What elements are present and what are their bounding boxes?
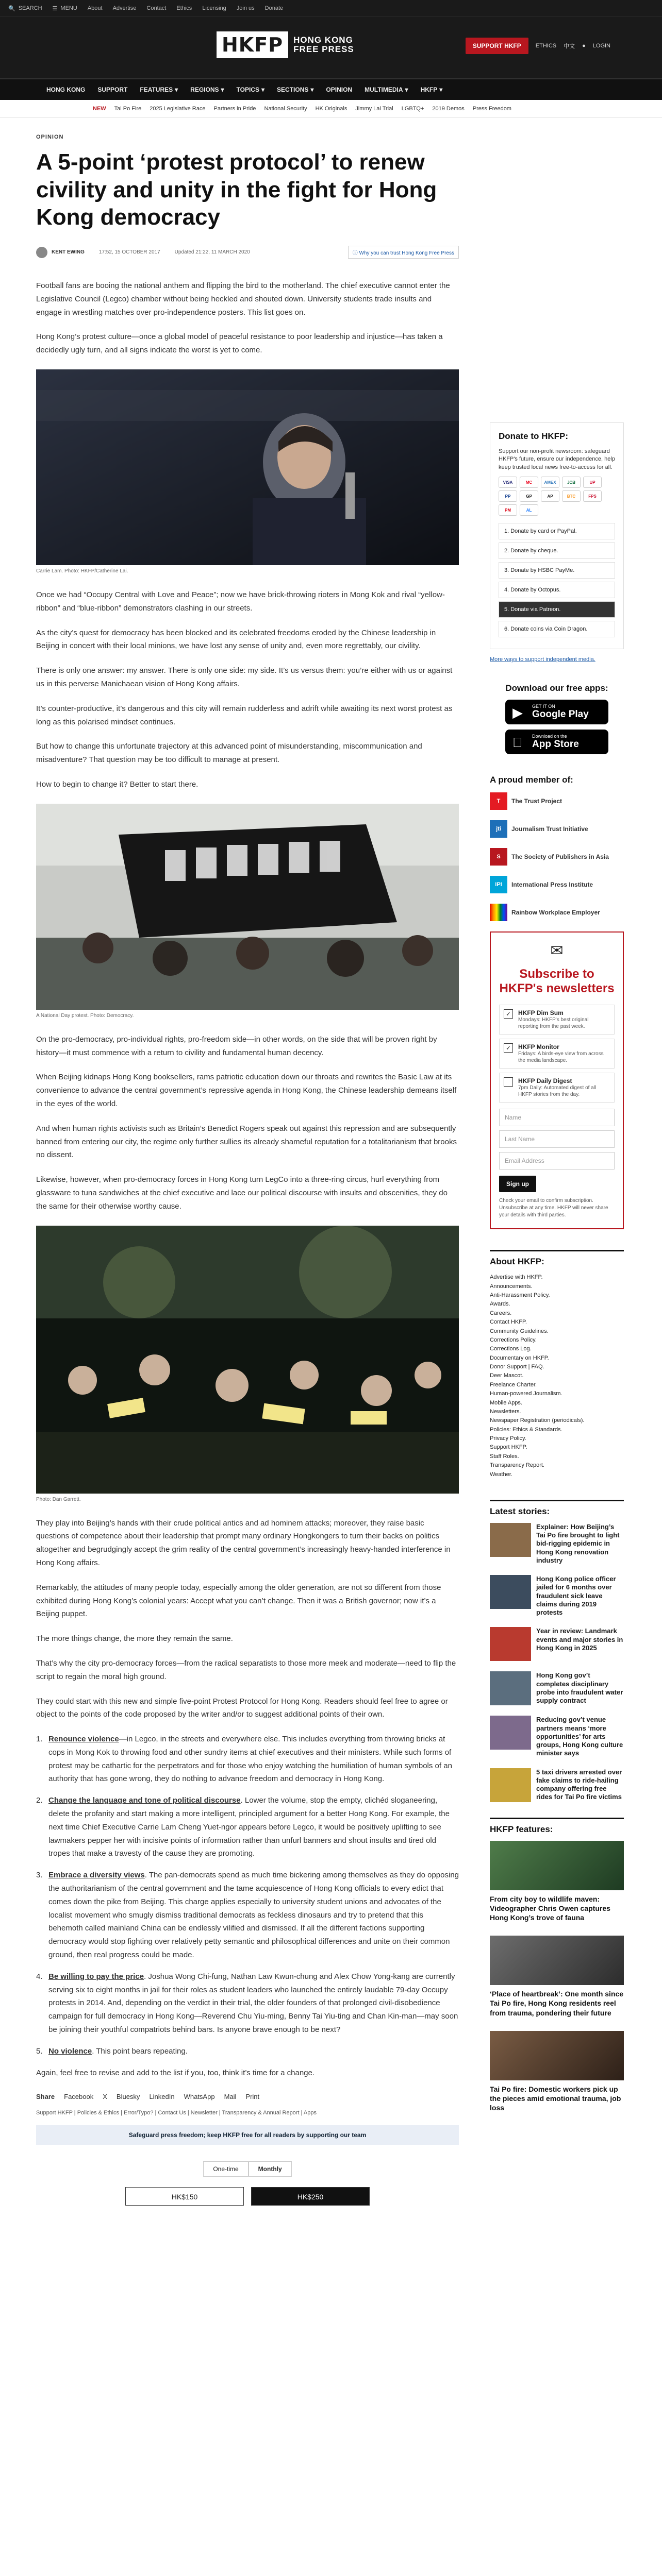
visa-icon: VISA: [499, 477, 517, 488]
protocol-list: [36, 1733, 459, 2058]
about-link[interactable]: Corrections Policy.: [490, 1336, 537, 1343]
checkbox-checked[interactable]: ✓: [504, 1043, 513, 1053]
nav-features[interactable]: FEATURES ▾: [140, 86, 178, 93]
chevron-down-icon: ▾: [405, 86, 408, 93]
info-icon: ⓘ: [352, 250, 359, 257]
checkbox-checked[interactable]: ✓: [504, 1009, 513, 1019]
story-thumbnail: [490, 1523, 531, 1557]
section-label[interactable]: OPINION: [36, 134, 64, 140]
share-label: Share: [36, 2093, 55, 2101]
members-title: A proud member of:: [490, 775, 573, 785]
name-field[interactable]: Name: [499, 1109, 615, 1126]
login-link[interactable]: LOGIN: [592, 43, 610, 49]
paragraph: Once we had “Occupy Central with Love and Peace”; now we have brick-throwing rioters in Mong Kok and rival “yellow-ribbon” and “blue-ribbon” demonstrators clashing in our streets.: [36, 590, 445, 613]
about-link[interactable]: Transparency Report.: [490, 1462, 544, 1469]
member-trust-project[interactable]: T The Trust Project: [490, 792, 624, 810]
topbar-link-contact[interactable]: Contact: [146, 5, 167, 11]
donate-option-coins[interactable]: 6. Donate coins via Coin Dragon.: [499, 621, 615, 637]
support-banner[interactable]: Safeguard press freedom; keep HKFP free for all readers by supporting our team: [36, 2125, 459, 2145]
trending-item[interactable]: 2019 Demos: [432, 105, 465, 112]
story-thumbnail: [490, 1671, 531, 1705]
paragraph: When Beijing kidnaps Hong Kong booksellers, rams patriotic education down our throats and rewrites the Basic Law at its convenience to advance the central government’s repressive agenda in Hong Kong, the Chinese leadership demeans itself in the eyes of the world.: [36, 1073, 457, 1108]
topbar-link-licensing[interactable]: Licensing: [202, 5, 226, 11]
logo-mark: HKFP: [217, 31, 288, 58]
alipay-icon: AL: [520, 504, 538, 516]
features-title: HKFP features:: [490, 1818, 624, 1835]
story-thumbnail: [490, 1768, 531, 1802]
support-hkfp-button[interactable]: SUPPORT HKFP: [466, 38, 528, 54]
topbar-link-advertise[interactable]: Advertise: [112, 5, 137, 11]
about-link[interactable]: Weather.: [490, 1471, 512, 1478]
donate-option-payme[interactable]: 3. Donate by HSBC PayMe.: [499, 562, 615, 579]
latest-story[interactable]: Year in review: Landmark events and major stories in Hong Kong in 2025: [490, 1627, 624, 1661]
site-logo[interactable]: [217, 31, 354, 58]
trending-item[interactable]: HK Originals: [315, 105, 347, 112]
trending-label: NEW: [93, 105, 106, 112]
newsletter-note: Check your email to confirm subscription. Unsubscribe at any time. HKFP will never share your details with third parties.: [499, 1198, 608, 1218]
article: [36, 134, 459, 2206]
feature-image[interactable]: [490, 2031, 624, 2080]
list-item: 1. Renounce violence—in Legco, in the streets and everywhere else. This includes everything from throwing bricks at cops in Mong Kok to throwing food and other sundry items at chief executives and their ministers. While such forms of protest may be cathartic for the perpetrators and for those who enjoy watching the humiliation of human symbols of an authority that has gone wrong, they do nothing to advance freedom and democracy in Hong Kong.: [36, 1735, 452, 1784]
member-jti[interactable]: jti Journalism Trust Initiative: [490, 820, 624, 838]
donate-text: Support our non-profit newsroom: safeguard HKFP's future, ensure our independence, help keep trusted local news free-to-access for all.: [499, 448, 615, 470]
search-toggle[interactable]: 🔍 SEARCH: [8, 5, 42, 12]
latest-story[interactable]: Hong Kong police officer jailed for 6 months over fraudulent sick leave claims during 2019 protests: [490, 1575, 624, 1617]
about-link[interactable]: Support HKFP.: [490, 1444, 527, 1451]
apps-title: Download our free apps:: [505, 683, 608, 693]
main-nav: [0, 78, 662, 100]
newsletter-option[interactable]: ✓ HKFP Monitor Fridays: A birds-eye view from across the media landscape.: [499, 1039, 615, 1069]
protest-photo: [36, 804, 459, 1010]
jcb-icon: JCB: [562, 477, 581, 488]
story-thumbnail: [490, 1575, 531, 1609]
feature-title[interactable]: ‘Place of heartbreak’: One month since Tai Po fire, Hong Kong residents reel from trauma, pondering their future: [490, 1990, 624, 2017]
fps-icon: FPS: [583, 490, 602, 502]
app-store-badge[interactable]: Download on the App Store: [505, 730, 608, 754]
email-field[interactable]: Email Address: [499, 1152, 615, 1170]
share-whatsapp[interactable]: WhatsApp: [184, 2093, 215, 2101]
google-play-badge[interactable]: ▶ GET IT ON Google Play: [505, 700, 608, 724]
author-avatar: [36, 247, 47, 258]
about-link[interactable]: Mobile Apps.: [490, 1399, 522, 1406]
list-item: 2. Change the language and tone of political discourse. Lower the volume, stop the empty, clichéd sloganeering, delete the profanity and start making a more intelligent, principled argument for a better Hong Kong. For example, the next time Chief Executive Carrie Lam Cheng Yuet-ngor appears before Legco, it would be positively uplifting to see lawmakers pepper her with incisive points of information rather than unfurl banners and shout insults and tired old tropes that make a travesty of the cause they are promoting.: [36, 1796, 450, 1858]
paragraph: There is only one answer: my answer. There is only one side: my side. It’s us versus them: you’re either with us or against us in this perverse Manichaean vision of Hong Kong affairs.: [36, 666, 453, 688]
paragraph: How to begin to change it? Better to start there.: [36, 779, 198, 789]
list-item-heading-link[interactable]: Change the language and tone of political discourse: [48, 1796, 241, 1805]
play-icon: ▶: [512, 705, 523, 721]
checkbox[interactable]: [504, 1077, 513, 1087]
about-link[interactable]: Announcements.: [490, 1283, 533, 1290]
latest-title: Latest stories:: [490, 1500, 624, 1517]
list-item-heading-link[interactable]: No violence: [48, 2046, 92, 2056]
carrie-lam-photo: [36, 369, 459, 565]
latest-story[interactable]: Hong Kong gov’t completes disciplinary probe into fraudulent water supply contract: [490, 1671, 624, 1705]
trending-bar: [0, 100, 662, 117]
story-thumbnail: [490, 1716, 531, 1750]
bitcoin-icon: BTC: [562, 490, 581, 502]
list-item-heading-link[interactable]: Renounce violence: [48, 1735, 119, 1744]
topbar-link-about[interactable]: About: [87, 5, 103, 11]
applepay-icon: AP: [541, 490, 559, 502]
about-link[interactable]: Staff Roles.: [490, 1453, 519, 1460]
donate-box: [490, 422, 624, 649]
byline: [36, 246, 459, 259]
paragraph: They could start with this new and simple five-point Protest Protocol for Hong Kong. Readers should feel free to agree or object to the points of the code proposed by the writer and/or to suggest additional points of their own.: [36, 1697, 448, 1719]
paragraph: But how to change this unfortunate trajectory at this advanced point of misunderstanding, miscommunication and misadventure? That question may be too difficult to manage at present.: [36, 742, 422, 765]
about-link[interactable]: Awards.: [490, 1301, 510, 1308]
feature-title[interactable]: Tai Po fire: Domestic workers pick up the pieces amid emotional trauma, job loss: [490, 2084, 621, 2112]
donate-option-patreon[interactable]: 5. Donate via Patreon.: [499, 601, 615, 618]
nav-support[interactable]: SUPPORT: [97, 86, 128, 93]
paragraph: That’s why the city pro-democracy forces—from the radical separatists to those more meek and moderate—need to flip the script to regain the moral high ground.: [36, 1658, 456, 1681]
photo-caption: Carrie Lam. Photo: HKFP/Catherine Lai.: [36, 568, 128, 574]
language-switch[interactable]: 中文: [564, 43, 575, 49]
about-link[interactable]: Documentary on HKFP.: [490, 1354, 549, 1361]
story-thumbnail: [490, 1627, 531, 1661]
feature-title[interactable]: From city boy to wildlife maven: Videographer Chris Owen captures Hong Kong’s trove of fauna: [490, 1894, 610, 1922]
member-sopa[interactable]: S The Society of Publishers in Asia: [490, 848, 624, 866]
about-link[interactable]: Corrections Log.: [490, 1346, 532, 1352]
about-list: [490, 1273, 624, 1479]
trust-project-logo: T: [490, 792, 507, 810]
chevron-down-icon: ▾: [439, 86, 443, 93]
list-item: 4. Be willing to pay the price. Joshua Wong Chi-fung, Nathan Law Kwun-chung and Alex Chow Yong-kang are currently serving six to eight months in jail for their roles as student leaders who launched the entirely laudable 79-day Occupy protests in 2014. And, depending on the verdict in their trial, the older founders of that prolonged civil-disobedience campaign for full democracy in Hong Kong—Reverend Chu Yiu-ming, Benny Tai Yiu-ting and Chan Kin-man—may soon be joining their youthful compatriots behind bars. Is anyone brave enough to be next?: [36, 1972, 458, 2035]
photo-caption: Photo: Dan Garrett.: [36, 1496, 81, 1502]
about-link[interactable]: Donor Support | FAQ.: [490, 1364, 544, 1370]
tab-one-time[interactable]: One-time: [203, 2161, 248, 2177]
donation-frequency-tabs: [36, 2161, 459, 2177]
share-bar: [36, 2093, 459, 2100]
chevron-down-icon: ▾: [221, 86, 224, 93]
share-bluesky[interactable]: Bluesky: [116, 2093, 140, 2101]
article-title: A 5-point ‘protest protocol’ to renew civility and unity in the fight for Hong Kong democracy: [36, 149, 437, 230]
share-x[interactable]: X: [103, 2093, 107, 2101]
rainbow-logo: [490, 904, 507, 921]
about-link[interactable]: Anti-Harassment Policy.: [490, 1292, 550, 1299]
googlepay-icon: GP: [520, 490, 538, 502]
publish-date: 17:52, 15 OCTOBER 2017: [98, 249, 160, 256]
list-item: 3. Embrace a diversity views. The pan-democrats spend as much time bickering among themselves as they do opposing the authoritarianism of the central government and the tame acquiescence of Hong Kong officials to every edict that comes down the pike from Beijing. This charge applies especially to university student unions and advocates of the localist movement who smugly dismiss traditional democrats as feckless dinosaurs and try to pretend that this behemoth called mainland China can be endlessly vilified and dismissed. If all the different factions supporting democracy would stop fighting over relatively petty semantic and philosophical differences and unite on their common ground, then real progress could be made.: [36, 1871, 459, 1960]
site-header: [0, 16, 662, 78]
signup-button[interactable]: Sign up: [499, 1176, 536, 1192]
trending-item[interactable]: 2025 Legislative Race: [150, 105, 206, 112]
payme-icon: PM: [499, 504, 517, 516]
about-link[interactable]: Contact HKFP.: [490, 1319, 527, 1326]
paragraph: Football fans are booing the national anthem and flipping the bird to the motherland. The chief executive cannot enter the Legislative Council (Legco) chamber without being heckled and shouted down. University students trade insults and engage in wrestling matches over pro-independence posters. This list goes on.: [36, 281, 450, 317]
donate-option-cheque[interactable]: 2. Donate by cheque.: [499, 543, 615, 559]
amount-option-selected[interactable]: HK$250: [251, 2187, 370, 2206]
about-link[interactable]: Community Guidelines.: [490, 1328, 549, 1334]
member-ipi[interactable]: IPI International Press Institute: [490, 876, 624, 893]
article-footer-links[interactable]: Support HKFP | Policies & Ethics | Error/Typo? | Contact Us | Newsletter | Transparency & Annual Report | Apps: [36, 2110, 317, 2116]
trust-link[interactable]: ⓘ Why you can trust Hong Kong Free Press: [348, 246, 459, 259]
feature-image[interactable]: [490, 1841, 624, 1890]
trending-item[interactable]: Tai Po Fire: [114, 105, 142, 112]
unionpay-icon: UP: [583, 477, 602, 488]
about-title: About HKFP:: [490, 1250, 624, 1267]
ipi-logo: IPI: [490, 876, 507, 893]
trending-item[interactable]: Jimmy Lai Trial: [355, 105, 393, 112]
article-photo: [36, 1226, 459, 1494]
about-link[interactable]: Newsletters.: [490, 1408, 521, 1415]
paragraph: Hong Kong’s protest culture—once a global model of peaceful resistance to poor leadership and injustice—has taken a decidedly ugly turn, and all signs indicate the worst is yet to come.: [36, 332, 443, 355]
donate-option-octopus[interactable]: 4. Donate by Octopus.: [499, 582, 615, 598]
trending-item[interactable]: National Security: [264, 105, 307, 112]
about-link[interactable]: Newspaper Registration (periodicals).: [490, 1417, 585, 1424]
photo-caption: A National Day protest. Photo: Democracy.: [36, 1012, 134, 1019]
user-icon[interactable]: ●: [582, 43, 586, 49]
tab-monthly[interactable]: Monthly: [249, 2161, 292, 2177]
latest-story[interactable]: 5 taxi drivers arrested over fake claims to ride-hailing company offering free rides for Tai Po fire victims: [490, 1768, 624, 1802]
crowd-photo: [36, 1226, 459, 1494]
chevron-down-icon: ▾: [175, 86, 178, 93]
about-link[interactable]: Deer Mascot.: [490, 1372, 524, 1379]
article-photo: [36, 804, 459, 1010]
chevron-down-icon: ▾: [310, 86, 314, 93]
newsletter-box: [490, 931, 624, 1229]
apple-icon: [512, 735, 523, 751]
topbar-link-donate[interactable]: Donate: [264, 5, 284, 11]
more-support-link[interactable]: More ways to support independent media.: [490, 656, 595, 663]
trending-item[interactable]: Press Freedom: [472, 105, 511, 112]
amount-option[interactable]: HK$150: [125, 2187, 244, 2206]
utility-bar: [0, 0, 662, 16]
amex-icon: AMEX: [541, 477, 559, 488]
share-mail[interactable]: Mail: [224, 2093, 237, 2101]
nav-hong-kong[interactable]: HONG KONG: [46, 86, 86, 93]
logo-subtitle: HONG KONG FREE PRESS: [293, 35, 354, 54]
donate-title: Donate to HKFP:: [499, 431, 569, 441]
donation-amounts: [36, 2187, 459, 2206]
trending-item[interactable]: LGBTQ+: [401, 105, 424, 112]
nav-sections[interactable]: SECTIONS ▾: [277, 86, 314, 93]
list-item-heading-link[interactable]: Embrace a diversity views: [48, 1871, 145, 1880]
newsletter-option[interactable]: ✓ HKFP Dim Sum Mondays: HKFP's best original reporting from the past week.: [499, 1005, 615, 1035]
paragraph: As the city’s quest for democracy has been blocked and its celebrated freedoms eroded by the Chinese leadership in Beijing in concert with their local minions, we have lost any sense of unity and, even more regrettably, our civility.: [36, 628, 436, 651]
paragraph: And when human rights activists such as Britain’s Benedict Rogers speak out against this repression and are subsequently banned from entering our city, the regime only further sullies its already shameful reputation for a totalitarianism that brooks no dissent.: [36, 1124, 457, 1160]
newsletter-icon: ✉: [550, 942, 564, 960]
member-rainbow[interactable]: Rainbow Workplace Employer: [490, 904, 624, 921]
updated-date: Updated 21:22, 11 MARCH 2020: [174, 249, 250, 256]
mastercard-icon: MC: [520, 477, 538, 488]
newsletter-option[interactable]: HKFP Daily Digest 7pm Daily: Automated digest of all HKFP stories from the day.: [499, 1073, 615, 1103]
about-link[interactable]: Freelance Charter.: [490, 1381, 537, 1388]
topbar-link-join[interactable]: Join us: [236, 5, 255, 11]
nav-multimedia[interactable]: MULTIMEDIA ▾: [365, 86, 408, 93]
nav-hkfp[interactable]: HKFP ▾: [420, 86, 443, 93]
feature-image[interactable]: [490, 1936, 624, 1985]
latest-story[interactable]: Explainer: How Beijing’s Tai Po fire brought to light bid-rigging epidemic in Hong Kong renovation industry: [490, 1523, 624, 1565]
paragraph: They play into Beijing’s hands with their crude political antics and ad hominem attacks; moreover, they raise basic questions of competence about their leadership that prompt many ordinary Hongkongers to turn their backs on politics altogether and begrudgingly accept the grim reality of the central government’s increasingly heavy-handed interference in Hong Kong affairs.: [36, 1518, 451, 1567]
ethics-link[interactable]: ETHICS: [535, 43, 557, 49]
share-linkedin[interactable]: LinkedIn: [149, 2093, 175, 2101]
latest-story[interactable]: Reducing gov’t venue partners means ‘more opportunities’ for arts groups, Hong Kong culture minister says: [490, 1716, 624, 1757]
article-photo: [36, 369, 459, 565]
about-link[interactable]: Human-powered Journalism.: [490, 1391, 562, 1397]
menu-toggle[interactable]: ☰ MENU: [52, 5, 77, 12]
about-link[interactable]: Careers.: [490, 1310, 512, 1316]
donate-option-card[interactable]: 1. Donate by card or PayPal.: [499, 523, 615, 539]
list-item: 5. No violence. This point bears repeating.: [36, 2046, 188, 2056]
nav-opinion[interactable]: OPINION: [326, 86, 353, 93]
payment-methods: [499, 477, 615, 516]
nav-regions[interactable]: REGIONS ▾: [190, 86, 224, 93]
topbar-link-ethics[interactable]: Ethics: [176, 5, 192, 11]
sidebar: [490, 422, 624, 2126]
paypal-icon: PP: [499, 490, 517, 502]
about-link[interactable]: Policies: Ethics & Standards.: [490, 1426, 562, 1433]
share-print[interactable]: Print: [245, 2093, 260, 2101]
paragraph: Remarkably, the attitudes of many people today, especially among the older generation, are not so different from those exhibited during Hong Kong’s colonial years: Accept what you can’t change. Then it was a British governor; now it’s a Beijing puppet.: [36, 1583, 441, 1619]
sopa-logo: S: [490, 848, 507, 866]
list-item-heading-link[interactable]: Be willing to pay the price: [48, 1972, 144, 1981]
search-icon: 🔍: [8, 5, 15, 12]
trending-item[interactable]: Partners in Pride: [213, 105, 256, 112]
last-name-field[interactable]: Last Name: [499, 1130, 615, 1148]
chevron-down-icon: ▾: [261, 86, 265, 93]
about-link[interactable]: Privacy Policy.: [490, 1435, 526, 1442]
jti-logo: jti: [490, 820, 507, 838]
paragraph: Likewise, however, when pro-democracy forces in Hong Kong turn LegCo into a three-ring circus, hurl everything from glassware to tuna sandwiches at the chief executive and lace our political discourse with insults and obscenities, they do the same for their otherwise worthy cause.: [36, 1175, 448, 1211]
newsletter-title: Subscribe to HKFP's newsletters: [499, 967, 615, 995]
share-facebook[interactable]: Facebook: [64, 2093, 94, 2101]
about-link[interactable]: Advertise with HKFP.: [490, 1274, 543, 1281]
paragraph: It’s counter-productive, it’s dangerous and this city will remain rudderless and adrift while awaiting its next worst protest as long as this polarised mindset continues.: [36, 704, 453, 726]
paragraph: The more things change, the more they remain the same.: [36, 1634, 233, 1643]
paragraph: On the pro-democracy, pro-individual rights, pro-freedom side—in other words, on the side that will be proven right by history—it must commence with a return to civility and fundamental human decency.: [36, 1035, 437, 1057]
nav-topics[interactable]: TOPICS ▾: [236, 86, 265, 93]
paragraph: Again, feel free to revise and add to the list if you, too, think it’s time for a change.: [36, 2068, 315, 2077]
author-name[interactable]: KENT EWING: [52, 249, 85, 256]
hamburger-icon: ☰: [52, 5, 58, 12]
